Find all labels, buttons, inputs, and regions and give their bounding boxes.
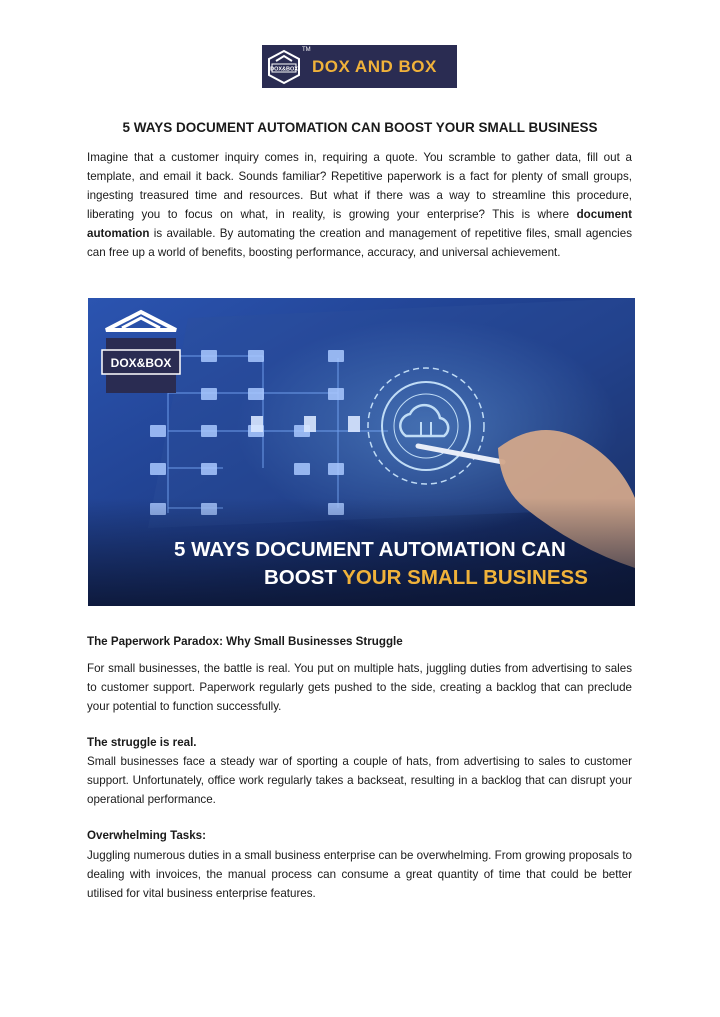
intro-paragraph	[87, 148, 632, 262]
section-body-struggle: Small businesses face a steady war of sporting a couple of hats, from advertising to sales to customer support. Unfortunately, office work regularly takes a backseat, resulting in a backlog that can disrupt your operational performance.	[87, 755, 632, 806]
brand-name: DOX AND BOX	[312, 56, 437, 76]
intro-text-before: Imagine that a customer inquiry comes in, requiring a quote. You scramble to gather data, fill out a template, and email it back. Sounds familiar? Repetitive paperwork is a fact for plenty of small groups, ingesting treasured time and resources. But what if there was a way to streamline this procedure, liberating you to focus on what, in reality, is growing your enterprise? This is where	[87, 151, 632, 221]
section-heading-paperwork-paradox: The Paperwork Paradox: Why Small Businesses Struggle	[87, 635, 403, 648]
trademark-symbol: TM	[302, 47, 311, 53]
hero-image	[88, 298, 635, 606]
intro-text-after: is available. By automating the creation and management of repetitive files, small agencies can free up a world of benefits, boosting performance, accuracy, and universal achievement.	[87, 227, 632, 259]
hero-logo-text: DOX&BOX	[110, 356, 172, 370]
box-logo-icon	[262, 45, 306, 88]
section-body-paperwork-paradox: For small businesses, the battle is real. You put on multiple hats, juggling duties from advertising to sales to customer support. Paperwork regularly gets pushed to the side, creating a backlog that can preclude your potential to function successfully.	[87, 662, 632, 713]
brand-logo	[262, 45, 457, 88]
section-heading-overwhelming-tasks: Overwhelming Tasks:	[87, 829, 206, 842]
hero-headline-line2	[264, 566, 588, 589]
hero-headline-gold: YOUR SMALL BUSINESS	[342, 566, 588, 589]
hero-headline-white: BOOST	[264, 566, 343, 589]
page-title: 5 WAYS DOCUMENT AUTOMATION CAN BOOST YOUR SMALL BUSINESS	[122, 120, 598, 135]
logo-mark-text: DOX&BOX	[270, 66, 298, 72]
hero-headline-line1: 5 WAYS DOCUMENT AUTOMATION CAN	[174, 538, 566, 561]
document-automation-bold: document automation	[87, 208, 632, 240]
section-heading-struggle: The struggle is real.	[87, 736, 197, 749]
section-body-overwhelming-tasks: Juggling numerous duties in a small business enterprise can be overwhelming. From growing proposals to dealing with invoices, the manual process can consume a great quantity of time that could be better utilised for vital business enterprise features.	[87, 849, 632, 900]
